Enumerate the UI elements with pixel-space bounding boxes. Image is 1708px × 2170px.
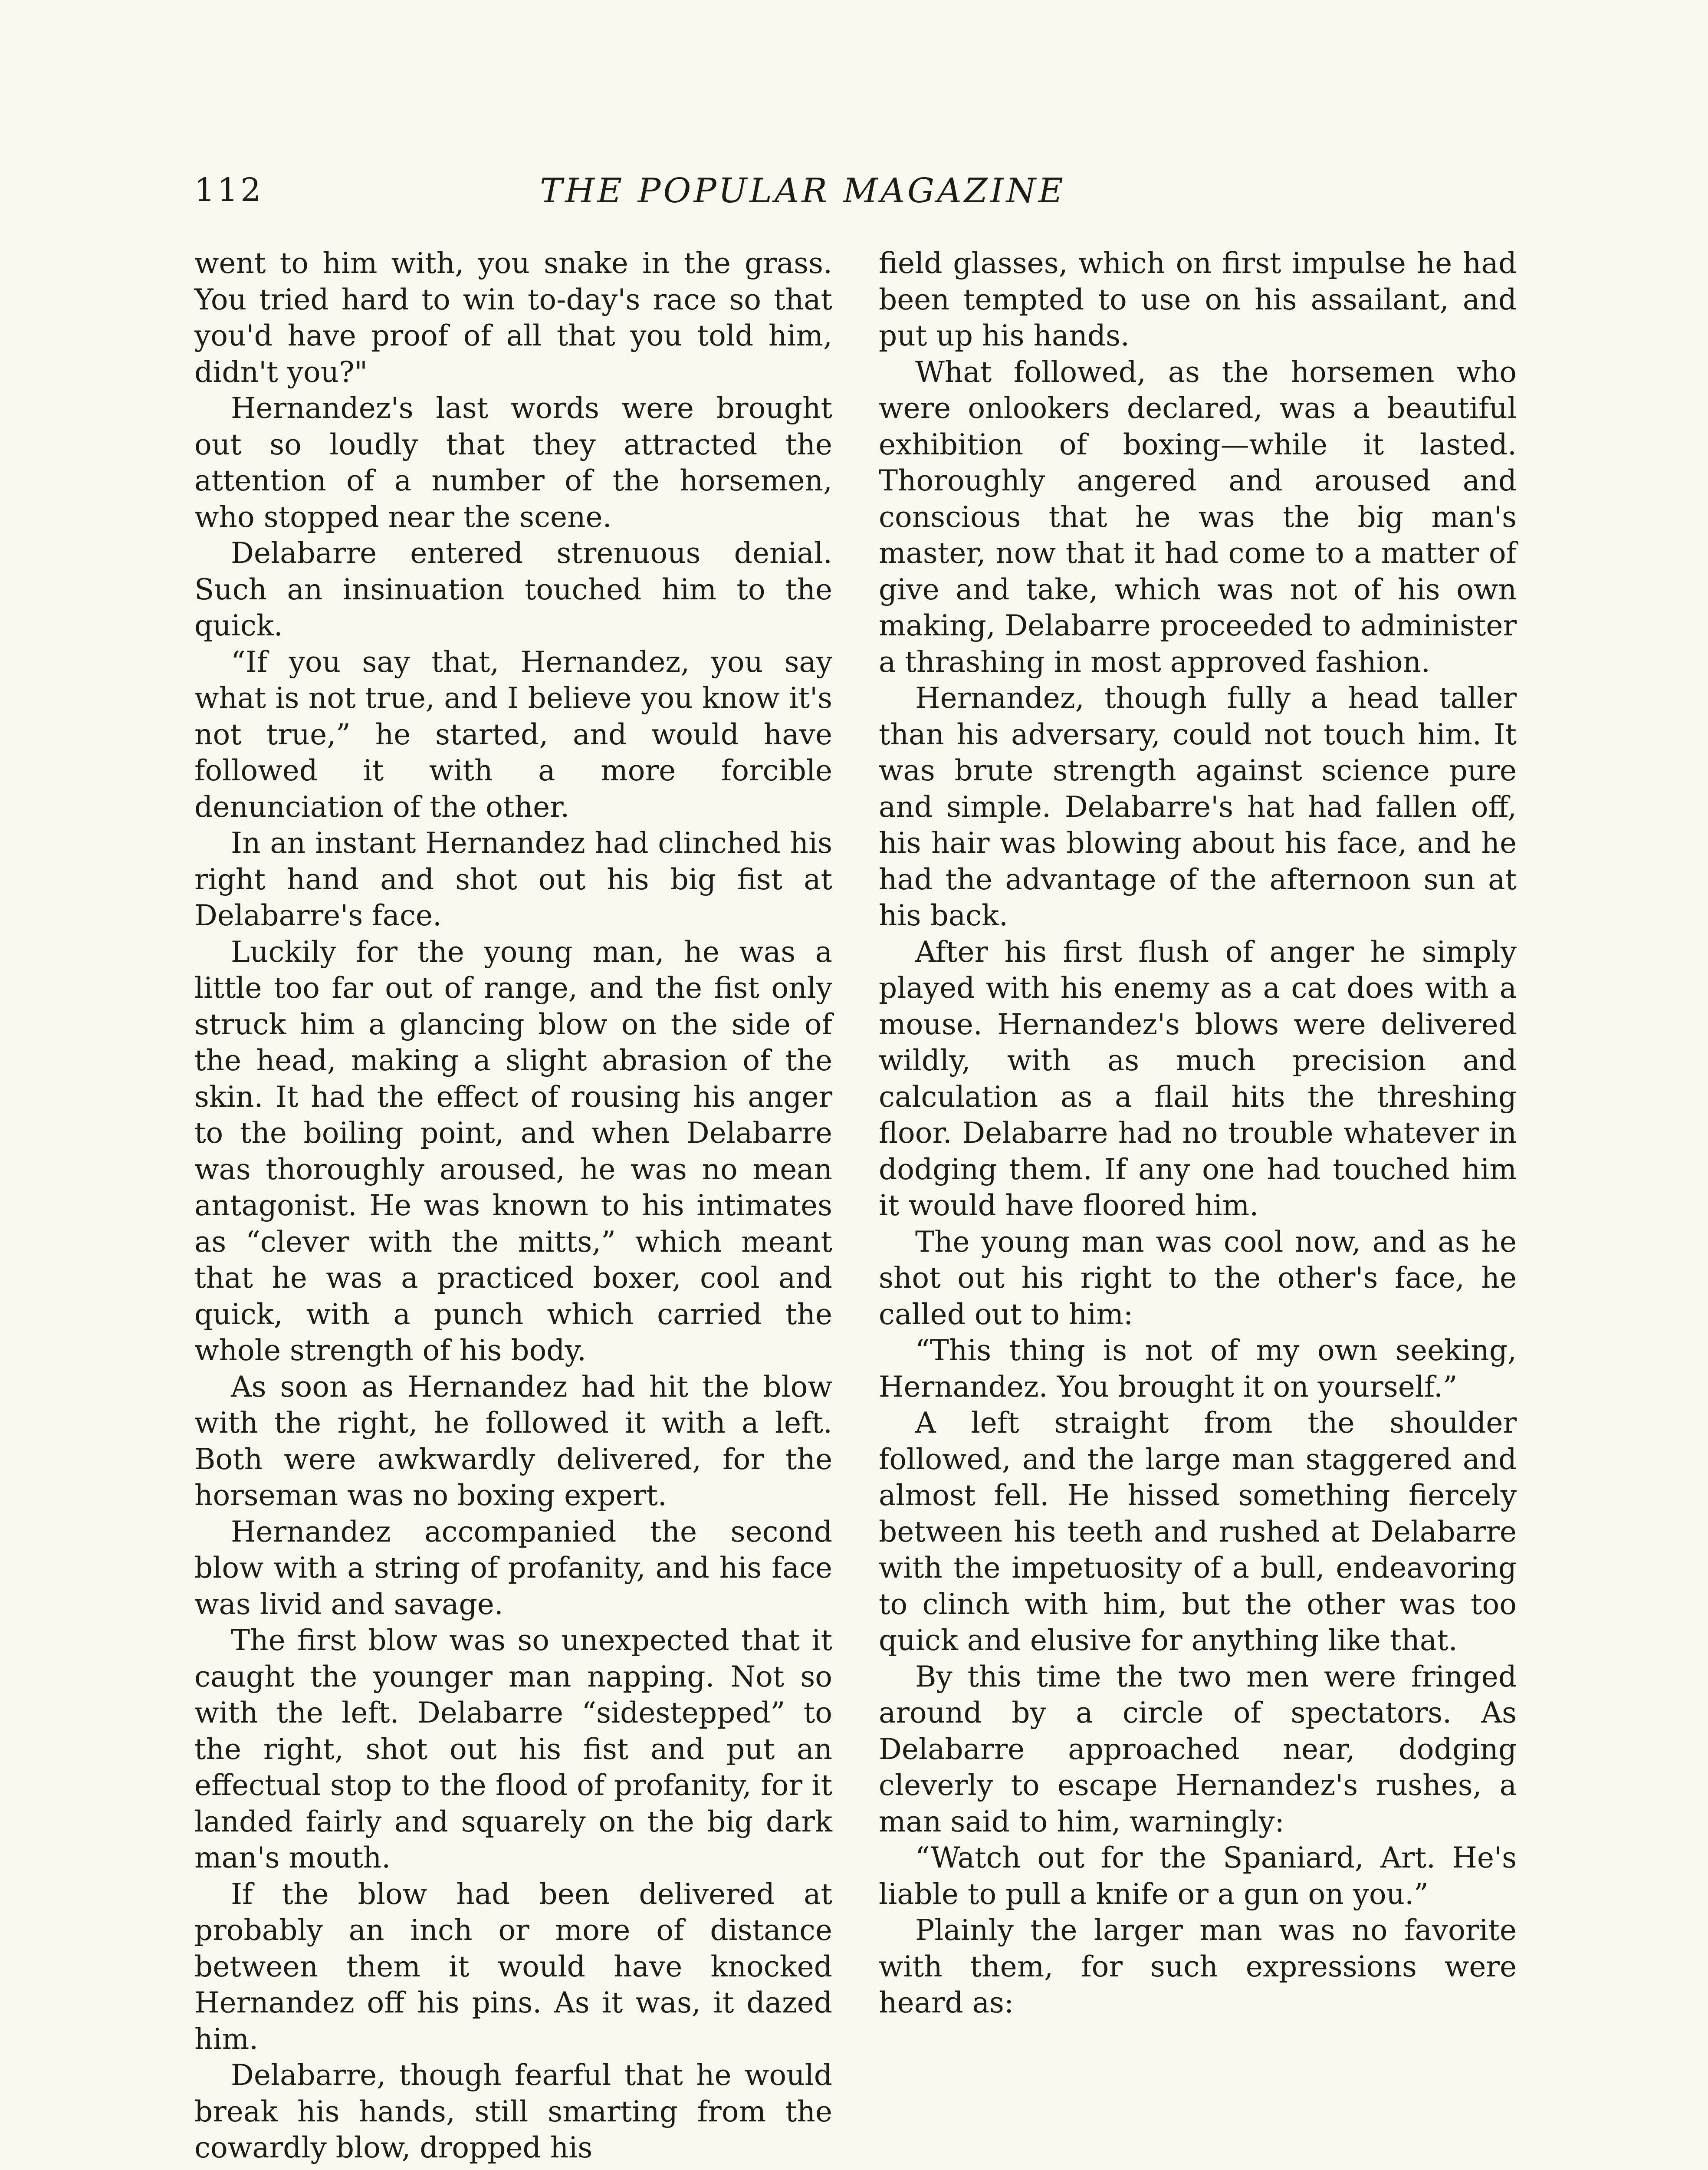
paragraph: A left straight from the shoulder followed, and the large man staggered and almost fell. He hissed something fiercely between his teeth and rushed at Delabarre with the impetuosity of a bull, endeavoring to clinch with him, but the other was too quick and elusive for anything like that. bbox=[879, 1406, 1517, 1657]
paragraph: Hernandez, though fully a head taller than his adversary, could not touch him. It was brute strength against science pure and simple. Delabarre's hat had fallen off, his hair was blowing about his face, and he had the advantage of the afternoon sun at his back. bbox=[879, 681, 1517, 932]
paragraph: As soon as Hernandez had hit the blow with the right, he followed it with a left. Both were awkwardly delivered, for the horseman was no boxing expert. bbox=[194, 1370, 832, 1512]
paragraph: In an instant Hernandez had clinched his right hand and shot out his big fist at Delabarre's face. bbox=[194, 826, 832, 932]
paragraph: “Watch out for the Spaniard, Art. He's liable to pull a knife or a gun on you.” bbox=[879, 1841, 1517, 1911]
paragraph: Hernandez's last words were brought out so loudly that they attracted the attention of a number of the horsemen, who stopped near the scene. bbox=[194, 391, 832, 534]
paragraph: Delabarre, though fearful that he would break his hands, still smarting from the cowardly blow, dropped his bbox=[194, 2058, 832, 2164]
right-column bbox=[879, 245, 1517, 2021]
paragraph: The young man was cool now, and as he shot out his right to the other's face, he called out to him: bbox=[879, 1225, 1517, 1331]
paragraph: “If you say that, Hernandez, you say what is not true, and I believe you know it's not true,” he started, and would have followed it with a more forcible denunciation of the other. bbox=[194, 645, 832, 824]
paragraph: “This thing is not of my own seeking, Hernandez. You brought it on yourself.” bbox=[879, 1334, 1517, 1404]
paragraph: field glasses, which on first impulse he had been tempted to use on his assailant, and put up his hands. bbox=[879, 247, 1517, 352]
paragraph: Luckily for the young man, he was a little too far out of range, and the fist only struck him a glancing blow on the side of the head, making a slight abrasion of the skin. It had the effect of rousing his anger to the boiling point, and when Delabarre was thoroughly aroused, he was no mean antagonist. He was known to his intimates as “clever with the mitts,” which meant that he was a practiced boxer, cool and quick, with a punch which carried the whole strength of his body. bbox=[194, 935, 832, 1367]
paragraph: went to him with, you snake in the grass. You tried hard to win to-day's race so that you'd have proof of all that you told him, didn't you?" bbox=[194, 247, 832, 389]
running-title: THE POPULAR MAGAZINE bbox=[540, 171, 1066, 210]
paragraph: After his first flush of anger he simply played with his enemy as a cat does with a mouse. Hernandez's blows were delivered wildly, with as much precision and calculation as a flail hits the threshing floor. Delabarre had no trouble whatever in dodging them. If any one had touched him it would have floored him. bbox=[879, 935, 1517, 1222]
paragraph: If the blow had been delivered at probably an inch or more of distance between them it would have knocked Hernandez off his pins. As it was, it dazed him. bbox=[194, 1877, 832, 2056]
left-column bbox=[194, 245, 832, 2166]
page-number: 112 bbox=[194, 171, 264, 209]
page-header bbox=[0, 171, 1708, 224]
paragraph: Delabarre entered strenuous denial. Such an insinuation touched him to the quick. bbox=[194, 536, 832, 642]
paragraph: What followed, as the horsemen who were onlookers declared, was a beautiful exhibition of boxing—while it lasted. Thoroughly angered and aroused and conscious that he was the big man's master, now that it had come to a matter of give and take, which was not of his own making, Delabarre proceeded to administer a thrashing in most approved fashion. bbox=[879, 355, 1517, 679]
paragraph: Plainly the larger man was no favorite with them, for such expressions were heard as: bbox=[879, 1914, 1517, 2019]
paragraph: By this time the two men were fringed around by a circle of spectators. As Delabarre approached near, dodging cleverly to escape Hernandez's rushes, a man said to him, warningly: bbox=[879, 1660, 1517, 1838]
paragraph: Hernandez accompanied the second blow with a string of profanity, and his face was livid and savage. bbox=[194, 1515, 832, 1621]
paragraph: The first blow was so unexpected that it caught the younger man napping. Not so with the left. Delabarre “sidestepped” to the right, shot out his fist and put an effectual stop to the flood of profanity, for it landed fairly and squarely on the big dark man's mouth. bbox=[194, 1624, 832, 1874]
